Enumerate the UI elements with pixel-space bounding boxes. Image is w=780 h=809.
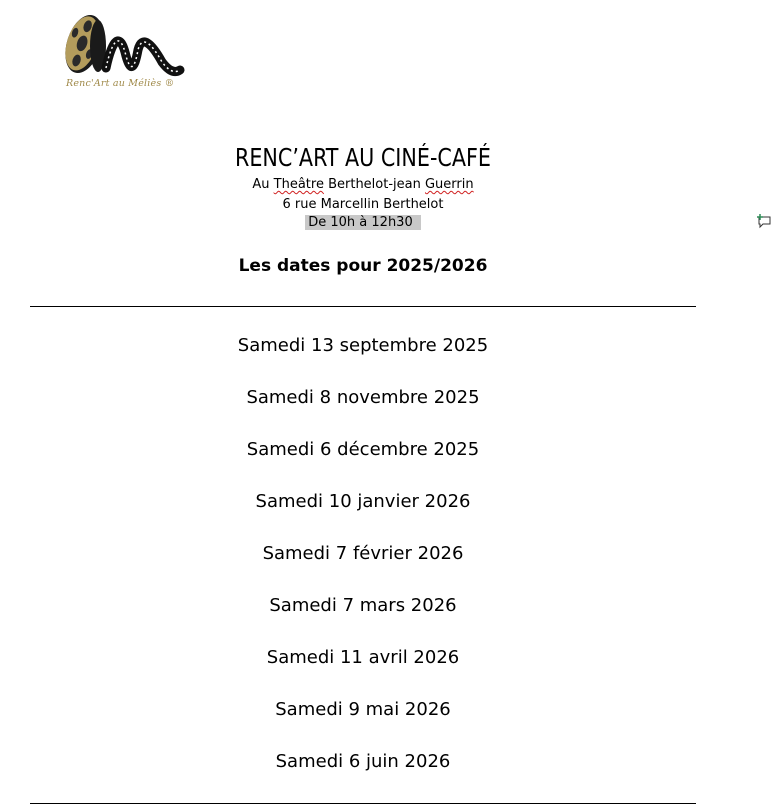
date-item: Samedi 13 septembre 2025 — [237, 335, 489, 356]
street-line: 6 rue Marcellin Berthelot — [282, 197, 444, 212]
bottom-divider — [30, 803, 696, 804]
logo-text: Renc'Art au Méliès ® — [66, 78, 175, 89]
address-name: Guerrin — [424, 177, 474, 192]
address-line — [30, 176, 696, 194]
renc-art-logo — [62, 10, 202, 94]
address-theatre: Theâtre — [273, 177, 324, 192]
date-item: Samedi 11 avril 2026 — [266, 647, 460, 668]
date-item: Samedi 8 novembre 2025 — [246, 387, 480, 408]
date-item: Samedi 7 mars 2026 — [269, 595, 457, 616]
address-prefix: Au — [252, 177, 274, 192]
date-item: Samedi 10 janvier 2026 — [255, 491, 471, 512]
top-divider — [30, 306, 696, 307]
dates-list — [30, 333, 696, 801]
date-item: Samedi 6 décembre 2025 — [246, 439, 480, 460]
hours-highlight: De 10h à 12h30 — [305, 215, 420, 230]
address-middle: Berthelot-jean — [323, 177, 425, 192]
hours-line — [30, 214, 696, 232]
date-item: Samedi 9 mai 2026 — [275, 699, 451, 720]
date-item: Samedi 7 février 2026 — [262, 543, 464, 564]
film-reel-icon — [62, 10, 202, 80]
dates-heading: Les dates pour 2025/2026 — [238, 256, 488, 276]
comment-icon[interactable] — [756, 213, 772, 229]
date-item: Samedi 6 juin 2026 — [275, 751, 451, 772]
page-title: RENC’ART AU CINÉ-CAFÉ — [234, 143, 492, 172]
